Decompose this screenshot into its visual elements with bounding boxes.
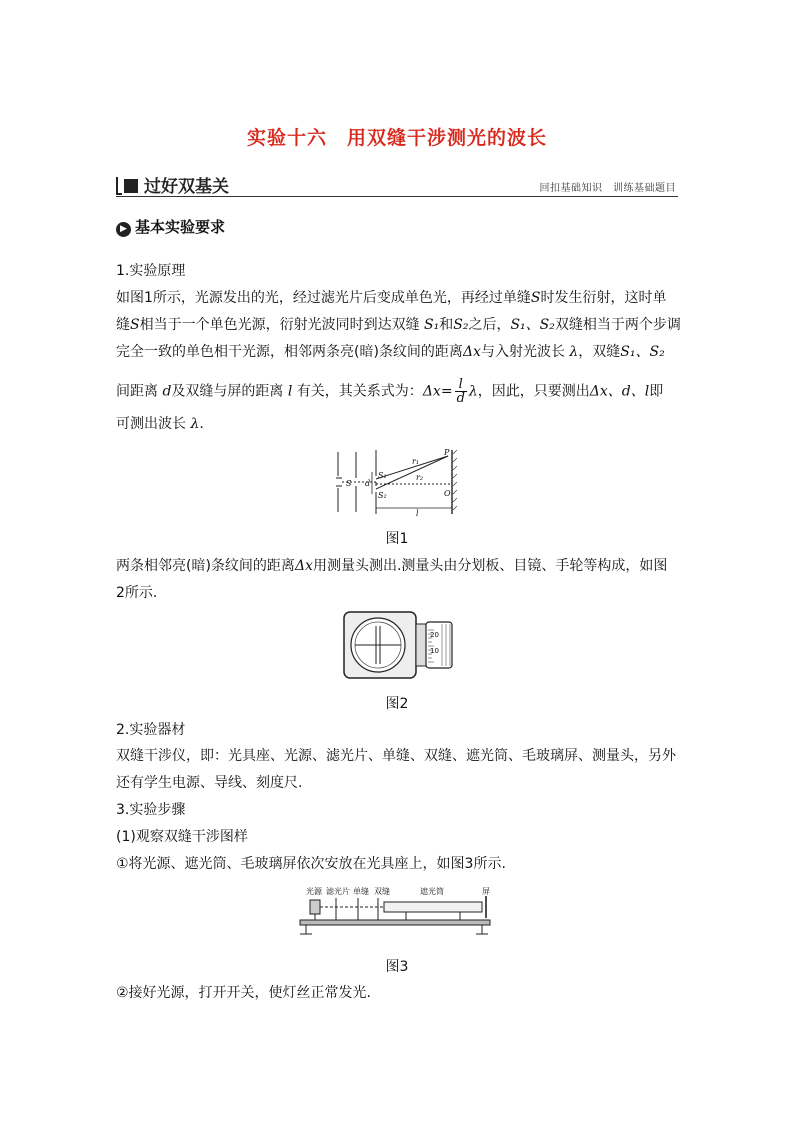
text: 用测量头测出.测量头由分划板、目镜、手轮等构成，如图 bbox=[312, 558, 668, 574]
band-left-label: 过好双基关 bbox=[144, 177, 229, 197]
equipment-heading: 2.实验器材 bbox=[116, 722, 186, 738]
fig1-label-S2: S₂ bbox=[378, 491, 387, 500]
fig1-label-S1: S₁ bbox=[378, 471, 387, 480]
formula-rhs: λ bbox=[468, 383, 478, 400]
symbol-l: l bbox=[287, 383, 293, 400]
text: 双缝相当于两个步调 bbox=[554, 317, 681, 333]
text: 两条相邻亮(暗)条纹间的距离 bbox=[116, 558, 295, 574]
formula-lhs: Δx= bbox=[422, 383, 453, 400]
text: 及双缝与屏的距离 bbox=[171, 383, 284, 400]
symbol-S: S bbox=[130, 317, 140, 333]
fig3-label-single: 单缝 bbox=[353, 887, 369, 896]
fraction bbox=[455, 378, 467, 405]
measure-line-1 bbox=[116, 556, 682, 577]
text: 和 bbox=[439, 317, 454, 333]
play-icon: ▶ bbox=[116, 222, 131, 237]
fraction-denominator: d bbox=[456, 391, 465, 406]
step-1: ①将光源、遮光筒、毛玻璃屏依次安放在光具座上，如图3所示. bbox=[116, 856, 506, 872]
text: ，因此，只要测出 bbox=[477, 383, 590, 400]
symbol-dx: Δx bbox=[294, 558, 313, 574]
equipment-line-1: 双缝干涉仪，即：光具座、光源、滤光片、单缝、双缝、遮光筒、毛玻璃屏、测量头，另外 bbox=[116, 748, 676, 764]
text: 即 bbox=[649, 383, 664, 400]
principle-line-3 bbox=[116, 342, 682, 363]
fig3-label-double: 双缝 bbox=[374, 887, 390, 896]
figure-1-caption: 图1 bbox=[385, 531, 409, 547]
section-band bbox=[116, 170, 678, 197]
text: 如图1所示，光源发出的光，经过滤光片后变成单色光，再经过单缝 bbox=[116, 290, 531, 306]
fig1-label-r2: r₂ bbox=[416, 473, 424, 482]
text: 有关，其关系式为： bbox=[296, 383, 423, 400]
page-title: 实验十六 用双缝干涉测光的波长 bbox=[246, 127, 547, 149]
section-heading-label: 基本实验要求 bbox=[135, 218, 226, 236]
symbol-list: Δx、d、l bbox=[589, 383, 650, 400]
figure-2-diagram bbox=[342, 610, 458, 680]
symbol-S1: S₁ bbox=[424, 317, 440, 333]
fig1-label-P: P bbox=[444, 448, 450, 457]
figure-3-diagram bbox=[296, 884, 496, 940]
fig1-label-l: l bbox=[416, 509, 419, 518]
symbol-lambda: λ bbox=[190, 416, 200, 432]
equipment-line-2: 还有学生电源、导线、刻度尺. bbox=[116, 775, 303, 791]
symbol-S: S bbox=[530, 290, 541, 306]
text: 时发生衍射，这时单 bbox=[540, 290, 667, 306]
fig3-label-filter: 滤光片 bbox=[326, 887, 350, 896]
principle-line-1 bbox=[116, 288, 682, 309]
step-2: ②接好光源，打开开关，使灯丝正常发光. bbox=[116, 985, 371, 1001]
principle-line-5 bbox=[116, 414, 682, 435]
fraction-numerator: l bbox=[455, 378, 467, 392]
figure-1-diagram bbox=[332, 446, 462, 520]
text: . bbox=[199, 416, 204, 432]
text: 相当于一个单色光源，衍射光波同时到达双缝 bbox=[139, 317, 420, 333]
fig1-label-d: d bbox=[365, 479, 371, 488]
steps-sub-1: (1)观察双缝干涉图样 bbox=[116, 829, 248, 845]
principle-heading: 1.实验原理 bbox=[116, 263, 186, 279]
fig3-label-screen: 屏 bbox=[482, 887, 490, 896]
text: 之后， bbox=[468, 317, 511, 333]
figure-3-caption: 图3 bbox=[385, 959, 409, 975]
band-right-label: 回扣基础知识 训练基础题目 bbox=[539, 183, 676, 194]
section-heading bbox=[116, 216, 225, 237]
text: 可测出波长 bbox=[116, 416, 186, 432]
text: 缝 bbox=[116, 317, 130, 333]
square-icon bbox=[124, 179, 138, 193]
fig1-label-S: S bbox=[346, 479, 352, 488]
text: ，双缝 bbox=[578, 344, 621, 360]
symbol-d: d bbox=[162, 383, 172, 400]
text: 完全一致的单色相干光源，相邻两条亮(暗)条纹间的距离 bbox=[116, 344, 463, 360]
text: 间距离 bbox=[116, 383, 158, 400]
fig1-label-r1: r₁ bbox=[412, 457, 420, 466]
symbol-S1S2: S₁、S₂ bbox=[510, 317, 555, 333]
bracket-icon bbox=[116, 177, 122, 195]
figure-2-caption: 图2 bbox=[385, 696, 409, 712]
principle-line-2 bbox=[116, 315, 682, 336]
symbol-lambda: λ bbox=[569, 344, 579, 360]
band-left bbox=[116, 172, 229, 197]
fig2-scale-bottom: 10 bbox=[430, 647, 439, 655]
symbol-dx: Δx bbox=[462, 344, 481, 360]
fig3-label-tube: 遮光筒 bbox=[420, 887, 444, 896]
principle-line-4 bbox=[116, 378, 682, 405]
text: 与入射光波长 bbox=[480, 344, 565, 360]
symbol-S1S2: S₁、S₂ bbox=[620, 344, 665, 360]
symbol-S2: S₂ bbox=[453, 317, 469, 333]
measure-line-2: 2所示. bbox=[116, 585, 158, 601]
fig3-label-light: 光源 bbox=[306, 887, 322, 896]
steps-heading: 3.实验步骤 bbox=[116, 802, 186, 818]
fig1-label-O: O bbox=[444, 489, 451, 498]
fig2-scale-top: 20 bbox=[430, 631, 439, 639]
